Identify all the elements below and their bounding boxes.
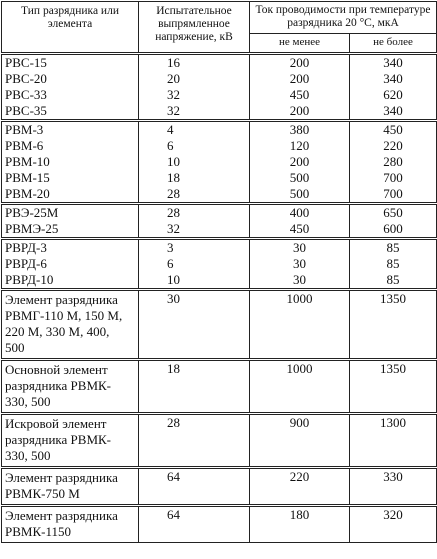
voltage-value: 64 — [139, 506, 250, 543]
table-header — [2, 2, 437, 54]
header-max: не более — [350, 34, 437, 54]
voltage-cell — [139, 54, 250, 121]
min-current-value: 400 — [289, 205, 310, 220]
max-current-value: 340 — [383, 71, 403, 86]
voltage-value: 32 — [167, 221, 180, 236]
type-name: РВРД-3 — [5, 240, 47, 255]
min-current-value: 1000 — [250, 360, 350, 414]
min-current-cell — [250, 121, 350, 204]
min-current-cell — [250, 54, 350, 121]
element-name-line: Элемент разрядника — [5, 508, 118, 523]
voltage-value: 32 — [167, 87, 180, 102]
voltage-value: 10 — [167, 272, 180, 287]
element-name-line: Основной элемент — [5, 362, 108, 377]
min-current-value: 500 — [289, 170, 310, 185]
type-name: РВРД-10 — [5, 272, 54, 287]
type-name: РВМ-15 — [5, 170, 50, 185]
header-current-group: Ток проводимости при температуре разрядника 20 °С, мкА — [250, 2, 437, 34]
max-current-value: 340 — [383, 55, 403, 70]
header-min: не менее — [250, 34, 350, 54]
max-current-cell — [350, 239, 437, 290]
min-current-value: 450 — [289, 221, 310, 236]
voltage-cell — [139, 204, 250, 239]
min-current-value: 220 — [250, 468, 350, 506]
type-name: РВМ-10 — [5, 154, 50, 169]
type-name: РВМ-6 — [5, 138, 44, 153]
max-current-value: 700 — [383, 170, 403, 185]
type-cell — [2, 121, 139, 204]
element-name-cell — [2, 360, 139, 414]
min-current-value: 200 — [289, 71, 310, 86]
voltage-cell — [139, 121, 250, 204]
min-current-value: 30 — [293, 240, 306, 255]
header-voltage: Испытательное выпрямленное напряжение, кВ — [139, 2, 250, 54]
table-row-group — [2, 239, 437, 290]
min-current-value: 30 — [293, 256, 306, 271]
header-type: Тип разрядника или элемента — [2, 2, 139, 54]
element-name-line: 330, 500 — [5, 448, 51, 463]
table-row-group — [2, 204, 437, 239]
max-current-value: 600 — [383, 221, 403, 236]
min-current-value: 450 — [289, 87, 310, 102]
max-current-value: 85 — [386, 240, 400, 255]
element-name-line: РВМГ-110 М, 150 М, — [5, 308, 123, 323]
element-name-line: разрядника РВМК- — [5, 432, 112, 447]
voltage-value: 28 — [167, 186, 180, 201]
type-cell — [2, 239, 139, 290]
voltage-value: 64 — [139, 468, 250, 506]
table-row — [2, 506, 437, 543]
table-row-group — [2, 121, 437, 204]
voltage-value: 18 — [139, 360, 250, 414]
max-current-cell — [350, 204, 437, 239]
voltage-value: 18 — [167, 170, 180, 185]
element-name-line: Искровой элемент — [5, 416, 107, 431]
element-name-line: 330, 500 — [5, 394, 51, 409]
voltage-value: 6 — [167, 256, 174, 271]
table-row-group — [2, 54, 437, 121]
voltage-value: 28 — [167, 205, 180, 220]
voltage-value: 4 — [167, 122, 174, 137]
max-current-value: 1350 — [350, 290, 437, 360]
max-current-value: 1300 — [350, 414, 437, 468]
element-name-line: 220 М, 330 М, 400, — [5, 324, 110, 339]
table-row — [2, 290, 437, 360]
min-current-cell — [250, 204, 350, 239]
min-current-value: 1000 — [250, 290, 350, 360]
arrester-table-page — [1, 1, 436, 557]
min-current-value: 120 — [289, 138, 310, 153]
element-name-line: разрядника РВМК- — [5, 378, 112, 393]
voltage-value: 6 — [167, 138, 174, 153]
max-current-cell — [350, 54, 437, 121]
max-current-value: 450 — [383, 122, 403, 137]
table-row — [2, 360, 437, 414]
arrester-current-table — [1, 1, 437, 543]
type-name: РВЭ-25М — [5, 205, 59, 220]
min-current-value: 200 — [289, 154, 310, 169]
type-cell — [2, 204, 139, 239]
voltage-value: 32 — [167, 103, 180, 118]
max-current-value: 330 — [350, 468, 437, 506]
table-row — [2, 468, 437, 506]
type-name: РВС-15 — [5, 55, 47, 70]
max-current-value: 700 — [383, 186, 403, 201]
min-current-value: 500 — [289, 186, 310, 201]
max-current-value: 85 — [386, 272, 400, 287]
max-current-value: 1350 — [350, 360, 437, 414]
type-name: РВМ-3 — [5, 122, 44, 137]
min-current-value: 30 — [293, 272, 306, 287]
type-name: РВРД-6 — [5, 256, 47, 271]
element-name-cell — [2, 506, 139, 543]
min-current-value: 380 — [289, 122, 310, 137]
voltage-value: 28 — [139, 414, 250, 468]
min-current-cell — [250, 239, 350, 290]
voltage-value: 30 — [139, 290, 250, 360]
max-current-value: 340 — [383, 103, 403, 118]
min-current-value: 200 — [289, 55, 310, 70]
element-name-line: РВМК-1150 — [5, 524, 71, 539]
element-name-cell — [2, 290, 139, 360]
voltage-value: 10 — [167, 154, 180, 169]
max-current-value: 650 — [383, 205, 403, 220]
max-current-value: 220 — [383, 138, 403, 153]
element-name-line: РВМК-750 М — [5, 486, 80, 501]
element-name-line: 500 — [5, 340, 25, 355]
max-current-value: 320 — [350, 506, 437, 543]
type-name: РВМ-20 — [5, 186, 50, 201]
voltage-value: 3 — [167, 240, 174, 255]
table-body — [2, 54, 437, 543]
max-current-value: 280 — [383, 154, 403, 169]
min-current-value: 180 — [250, 506, 350, 543]
min-current-value: 900 — [250, 414, 350, 468]
type-cell — [2, 54, 139, 121]
type-name: РВМЭ-25 — [5, 221, 59, 236]
table-row — [2, 414, 437, 468]
voltage-value: 20 — [167, 71, 180, 86]
type-name: РВС-35 — [5, 103, 47, 118]
type-name: РВС-33 — [5, 87, 47, 102]
max-current-value: 620 — [383, 87, 403, 102]
type-name: РВС-20 — [5, 71, 47, 86]
element-name-cell — [2, 468, 139, 506]
voltage-cell — [139, 239, 250, 290]
min-current-value: 200 — [289, 103, 310, 118]
element-name-line: Элемент разрядника — [5, 292, 118, 307]
max-current-cell — [350, 121, 437, 204]
element-name-line: Элемент разрядника — [5, 470, 118, 485]
element-name-cell — [2, 414, 139, 468]
voltage-value: 16 — [167, 55, 180, 70]
max-current-value: 85 — [386, 256, 400, 271]
